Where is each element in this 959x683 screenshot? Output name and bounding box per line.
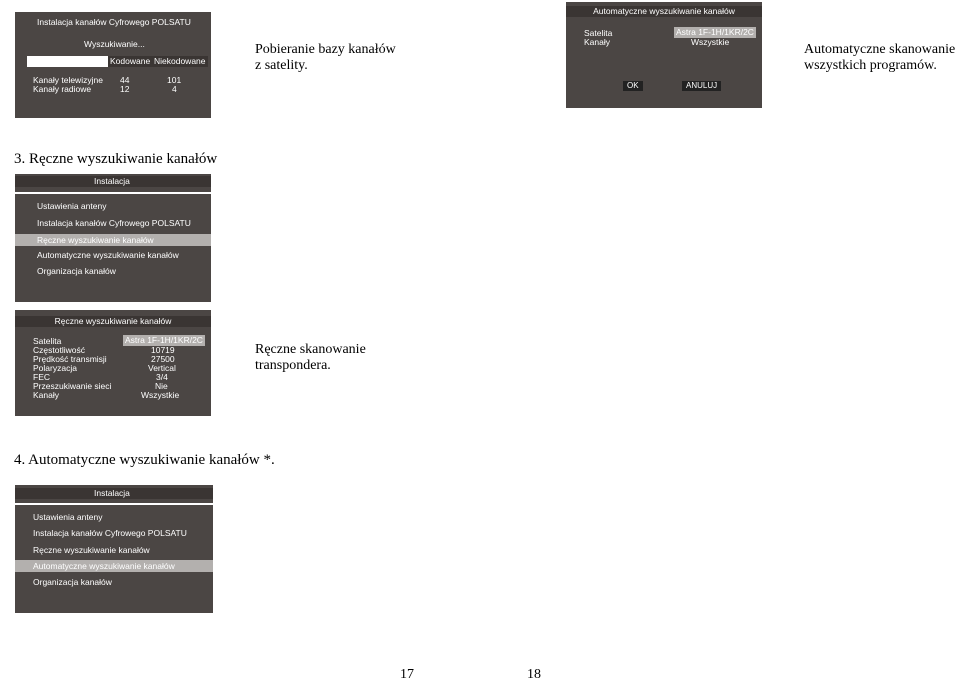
row-label: Polaryzacja — [33, 363, 77, 373]
fec-value[interactable]: 3/4 — [156, 372, 168, 382]
menu-title: Instalacja — [15, 488, 213, 499]
row-label: Prędkość transmisji — [33, 354, 107, 364]
install-menu-2 — [15, 485, 213, 613]
install-menu-1 — [15, 174, 211, 302]
ok-button[interactable]: OK — [623, 81, 643, 91]
caption-download — [255, 42, 396, 74]
frequency-value[interactable]: 10719 — [151, 345, 175, 355]
cancel-button[interactable]: ANULUJ — [682, 81, 721, 91]
divider — [15, 503, 213, 505]
menu-item-manual-search[interactable]: Ręczne wyszukiwanie kanałów — [15, 234, 211, 246]
tv-coded: 44 — [120, 75, 130, 85]
row-label: Przeszukiwanie sieci — [33, 381, 112, 391]
col-uncoded: Niekodowane — [154, 56, 206, 66]
menu-item-polsat[interactable]: Instalacja kanałów Cyfrowego POLSATU — [33, 528, 187, 538]
page-number-right: 18 — [527, 667, 541, 682]
manual-search-screen — [15, 310, 211, 416]
caption-line: transpondera. — [255, 358, 331, 373]
caption-line: z satelity. — [255, 58, 308, 73]
radio-uncoded: 4 — [172, 84, 177, 94]
satellite-value[interactable]: Astra 1F-1H/1KR/2C — [125, 335, 203, 345]
satellite-value[interactable]: Astra 1F-1H/1KR/2C — [676, 27, 754, 37]
menu-item-antenna[interactable]: Ustawienia anteny — [33, 512, 103, 522]
page-number-left: 17 — [400, 667, 414, 682]
row-label: Kanały — [33, 390, 59, 400]
tv-uncoded: 101 — [167, 75, 182, 85]
row-label: Częstotliwość — [33, 345, 85, 355]
caption-line: Ręczne skanowanie — [255, 342, 366, 357]
tv-label: Kanały telewizyjne — [33, 75, 103, 85]
caption-line: Pobieranie bazy kanałów — [255, 42, 396, 57]
searching-status: Wyszukiwanie... — [84, 39, 145, 49]
row-label: FEC — [33, 372, 50, 382]
caption-auto-scan — [804, 42, 955, 74]
screen-title: Ręczne wyszukiwanie kanałów — [15, 316, 211, 327]
menu-title: Instalacja — [15, 176, 211, 187]
menu-item-antenna[interactable]: Ustawienia anteny — [37, 201, 107, 211]
auto-search-screen — [566, 2, 762, 108]
channels-label: Kanały — [584, 37, 610, 47]
menu-item-polsat[interactable]: Instalacja kanałów Cyfrowego POLSATU — [37, 218, 191, 228]
menu-item-organize[interactable]: Organizacja kanałów — [37, 266, 116, 276]
network-search-value[interactable]: Nie — [155, 381, 168, 391]
caption-line: Automatyczne skanowanie — [804, 42, 956, 57]
satellite-label: Satelita — [584, 28, 613, 38]
divider — [15, 192, 211, 194]
screen-title: Instalacja kanałów Cyfrowego POLSATU — [37, 17, 191, 27]
col-coded: Kodowane — [110, 56, 151, 66]
row-label: Satelita — [33, 336, 62, 346]
caption-manual-scan — [255, 342, 366, 374]
channels-value[interactable]: Wszystkie — [691, 37, 730, 47]
section-3-heading: 3. Ręczne wyszukiwanie kanałów — [14, 151, 218, 167]
screen-title: Automatyczne wyszukiwanie kanałów — [566, 6, 762, 17]
polarization-value[interactable]: Vertical — [148, 363, 176, 373]
channels-value[interactable]: Wszystkie — [141, 390, 180, 400]
symbol-rate-value[interactable]: 27500 — [151, 354, 175, 364]
menu-item-auto-search[interactable]: Automatyczne wyszukiwanie kanałów — [15, 560, 213, 572]
menu-item-manual-search[interactable]: Ręczne wyszukiwanie kanałów — [33, 545, 150, 555]
menu-item-organize[interactable]: Organizacja kanałów — [33, 577, 112, 587]
caption-line: wszystkich programów. — [804, 58, 937, 73]
radio-label: Kanały radiowe — [33, 84, 92, 94]
polsat-install-screen — [15, 12, 211, 118]
radio-coded: 12 — [120, 84, 130, 94]
menu-item-auto-search[interactable]: Automatyczne wyszukiwanie kanałów — [37, 250, 179, 260]
section-4-heading: 4. Automatyczne wyszukiwanie kanałów *. — [14, 452, 275, 468]
